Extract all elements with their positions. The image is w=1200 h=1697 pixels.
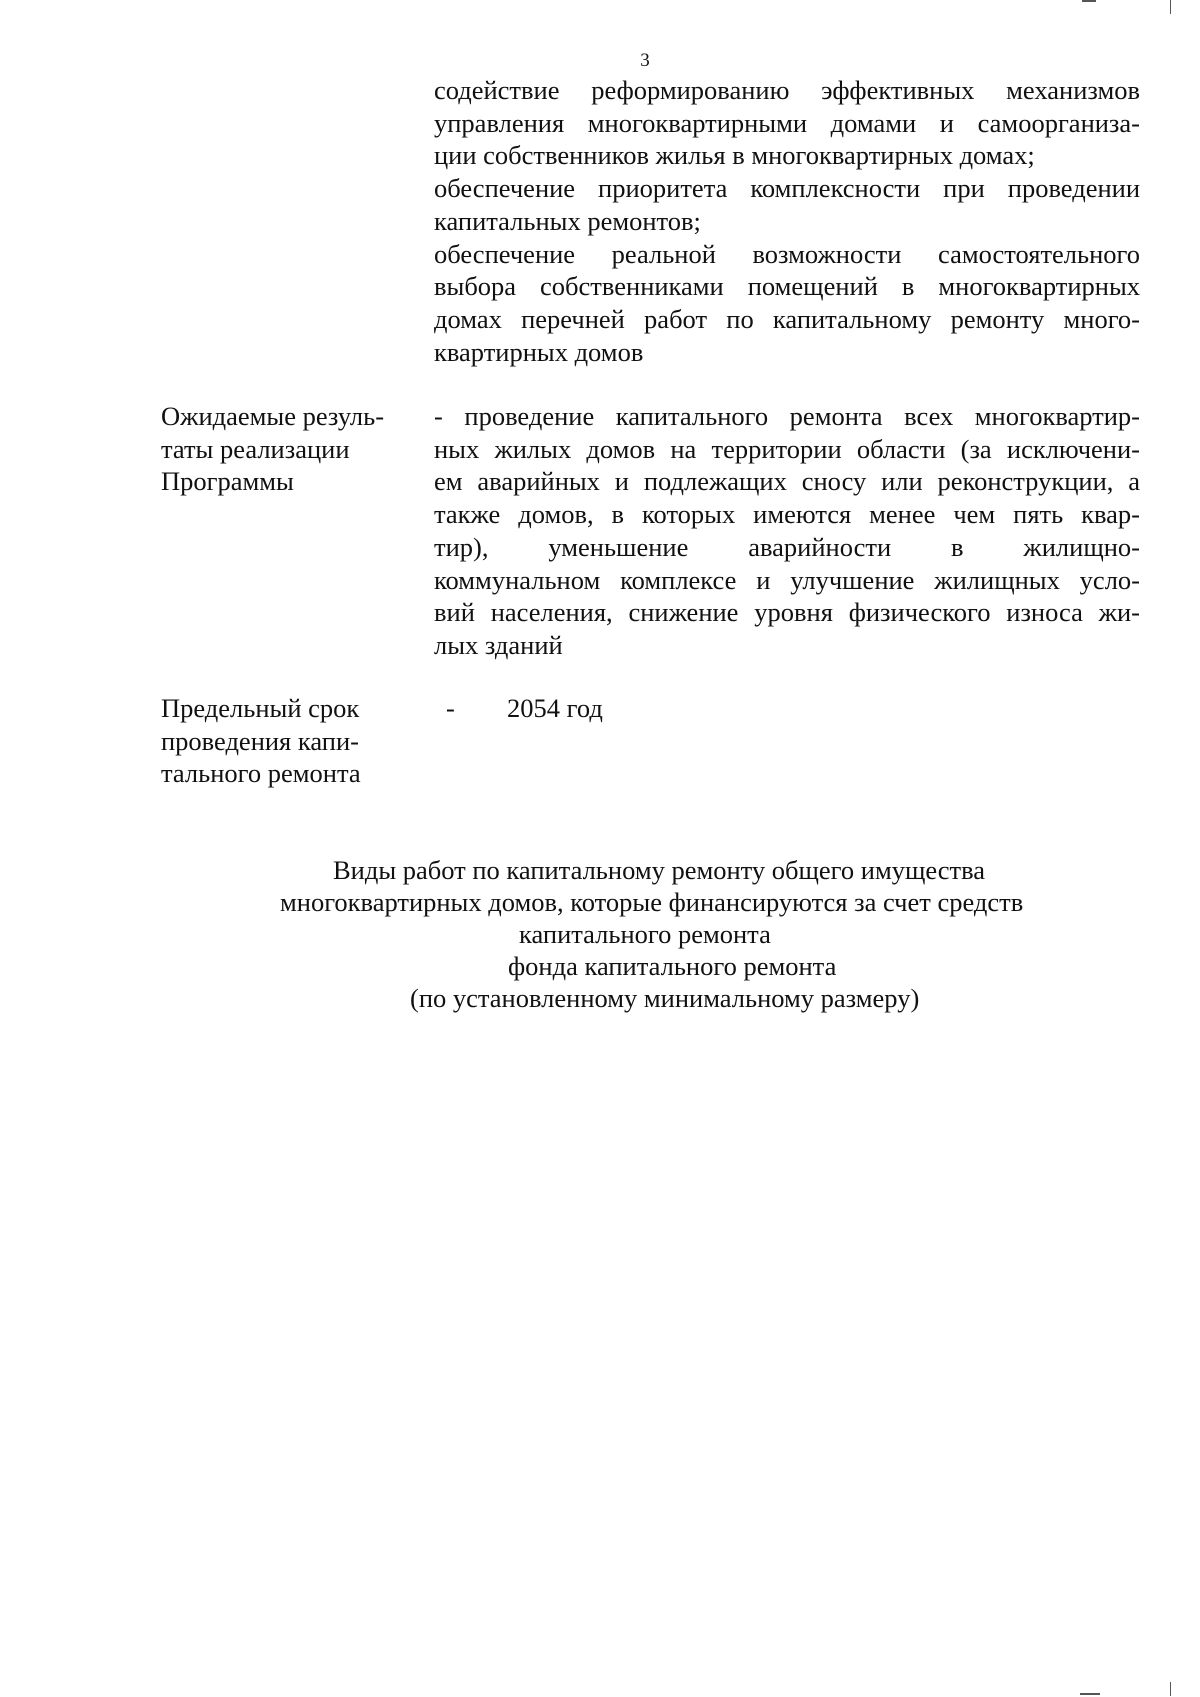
- program-goals-continuation: [434, 74, 1140, 368]
- value-line: лых зданий: [434, 629, 563, 660]
- deadline-value: 2054 год: [507, 693, 603, 723]
- value-line: ем аварийных и подлежащих сносу или реконструкции, а: [434, 466, 1140, 497]
- intro-line: домах перечней работ по капитальному ремонту много-: [434, 303, 1140, 334]
- value-line: коммунальном комплексе и улучшение жилищных усло-: [434, 564, 1140, 595]
- intro-line: обеспечение реальной возможности самостоятельного: [434, 238, 1140, 269]
- intro-line: ции собственников жилья в многоквартирных домах;: [434, 140, 1035, 171]
- section-title-line: многоквартирных домов, которые финансируются за счет средств: [280, 887, 1024, 917]
- expected-results-label: [161, 400, 411, 498]
- label-line: проведения капи-: [161, 725, 359, 756]
- value-line: также домов, в которых имеются менее чем пять квар-: [434, 499, 1140, 530]
- scan-artifact-mark: [1170, 0, 1171, 14]
- label-line: таты реализации: [161, 433, 350, 464]
- value-line: - проведение капитального ремонта всех многоквартир-: [434, 401, 1140, 431]
- section-title-line: капитального ремонта: [519, 919, 771, 949]
- section-title-line: фонда капитального ремонта: [508, 951, 837, 981]
- intro-line: капитальных ремонтов;: [434, 205, 701, 236]
- intro-line: управления многоквартирными домами и самоорганиза-: [434, 107, 1140, 138]
- intro-line: обеспечение приоритета комплексности при проведении: [434, 173, 1140, 204]
- page-number: 3: [640, 50, 650, 71]
- section-title-line: (по установленному минимальному размеру): [410, 983, 920, 1013]
- scan-artifact-mark: [1082, 0, 1096, 2]
- label-line: тального ремонта: [161, 758, 361, 788]
- section-title-line: Виды работ по капитальному ремонту общего имущества: [333, 855, 986, 885]
- deadline-label: [161, 692, 411, 790]
- deadline-dash: -: [446, 693, 455, 723]
- value-line: ных жилых домов на территории области (за исключени-: [434, 433, 1140, 464]
- expected-results-value: [434, 400, 1140, 662]
- scan-artifact-mark: [1080, 1693, 1100, 1695]
- value-line: тир), уменьшение аварийности в жилищно-: [434, 531, 1140, 562]
- intro-line: выбора собственниками помещений в многоквартирных: [434, 271, 1140, 302]
- label-line: Ожидаемые резуль-: [161, 401, 385, 431]
- intro-line: квартирных домов: [434, 336, 644, 367]
- label-line: Программы: [161, 466, 294, 496]
- label-line: Предельный срок: [161, 693, 360, 723]
- intro-line: содействие реформированию эффективных механизмов: [434, 75, 1140, 105]
- scan-artifact-mark: [1170, 1682, 1171, 1696]
- value-line: вий населения, снижение уровня физического износа жи-: [434, 597, 1140, 628]
